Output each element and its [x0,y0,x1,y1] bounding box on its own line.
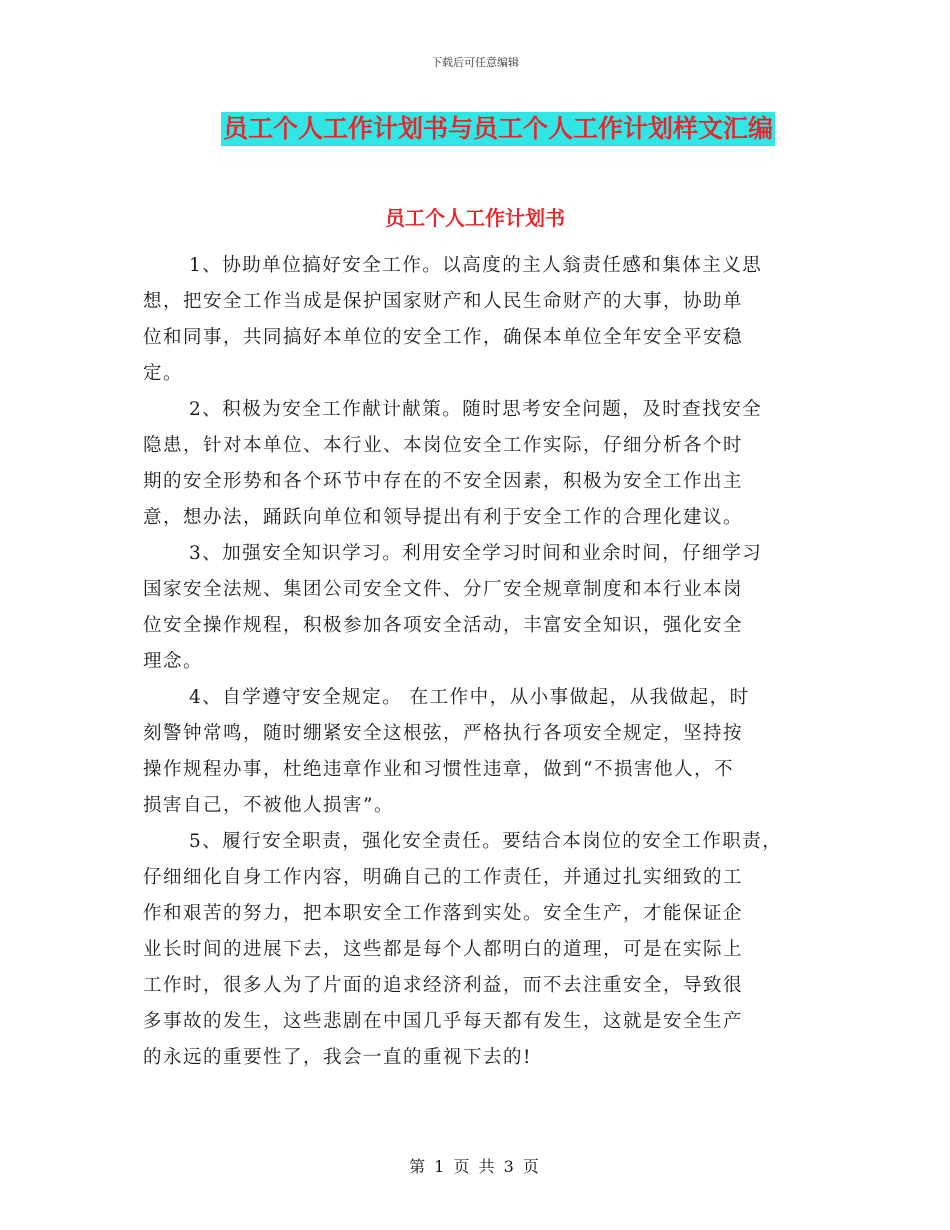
paragraph-line: 损害自己，不被他人损害”。 [143,795,394,816]
document-main-title: 员工个人工作计划书与员工个人工作计划样文汇编 [221,112,775,146]
paragraph-line: 4、自学遵守安全规定。 在工作中，从小事做起，从我做起，时 [189,687,750,708]
paragraph-line: 定。 [143,363,184,384]
paragraph-line: 的永远的重要性了，我会一直的重视下去的! [143,1047,532,1068]
paragraph-line: 操作规程办事，杜绝违章作业和习惯性违章，做到“不损害他人，不 [143,759,734,780]
paragraph-line: 位安全操作规程，积极参加各项安全活动，丰富安全知识，强化安全 [143,615,744,636]
section-title: 员工个人工作计划书 [385,206,565,230]
paragraph-line: 仔细细化自身工作内容，明确自己的工作责任，并通过扎实细致的工 [143,867,744,888]
paragraph-line: 隐患，针对本单位、本行业、本岗位安全工作实际，仔细分析各个时 [143,435,744,456]
paragraph-line: 3、加强安全知识学习。利用安全学习时间和业余时间，仔细学习 [189,543,763,564]
paragraph-line: 刻警钟常鸣，随时绷紧安全这根弦，严格执行各项安全规定，坚持按 [143,723,744,744]
paragraph-1 [143,248,813,392]
paragraph-line: 多事故的发生，这些悲剧在中国几乎每天都有发生，这就是安全生产 [143,1011,744,1032]
paragraph-line: 意，想办法，踊跃向单位和领导提出有利于安全工作的合理化建议。 [143,507,744,528]
paragraph-3 [143,536,813,680]
paragraph-line: 理念。 [143,651,204,672]
main-title-container [0,112,950,146]
paragraph-line: 作和艰苦的努力，把本职安全工作落到实处。安全生产，才能保证企 [143,903,744,924]
paragraph-line: 2、积极为安全工作献计献策。随时思考安全问题，及时查找安全 [189,399,763,420]
paragraph-line: 工作时，很多人为了片面的追求经济利益，而不去注重安全，导致很 [143,975,744,996]
paragraph-line: 想，把安全工作当成是保护国家财产和人民生命财产的大事，协助单 [143,291,744,312]
paragraph-line: 位和同事，共同搞好本单位的安全工作，确保本单位全年安全平安稳 [143,327,744,348]
paragraph-line: 国家安全法规、集团公司安全文件、分厂安全规章制度和本行业本岗 [143,579,744,600]
document-body [143,248,813,1076]
paragraph-line: 业长时间的进展下去，这些都是每个人都明白的道理，可是在实际上 [143,939,744,960]
paragraph-line: 期的安全形势和各个环节中存在的不安全因素，积极为安全工作出主 [143,471,744,492]
page-number-footer: 第 1 页 共 3 页 [409,1157,541,1176]
paragraph-2 [143,392,813,536]
paragraph-line: 5、履行安全职责，强化安全责任。要结合本岗位的安全工作职责， [189,831,783,852]
paragraph-4 [143,680,813,824]
page-header-note: 下载后可任意编辑 [431,56,519,69]
paragraph-5 [143,824,813,1076]
paragraph-line: 1、协助单位搞好安全工作。以高度的主人翁责任感和集体主义思 [189,255,763,276]
